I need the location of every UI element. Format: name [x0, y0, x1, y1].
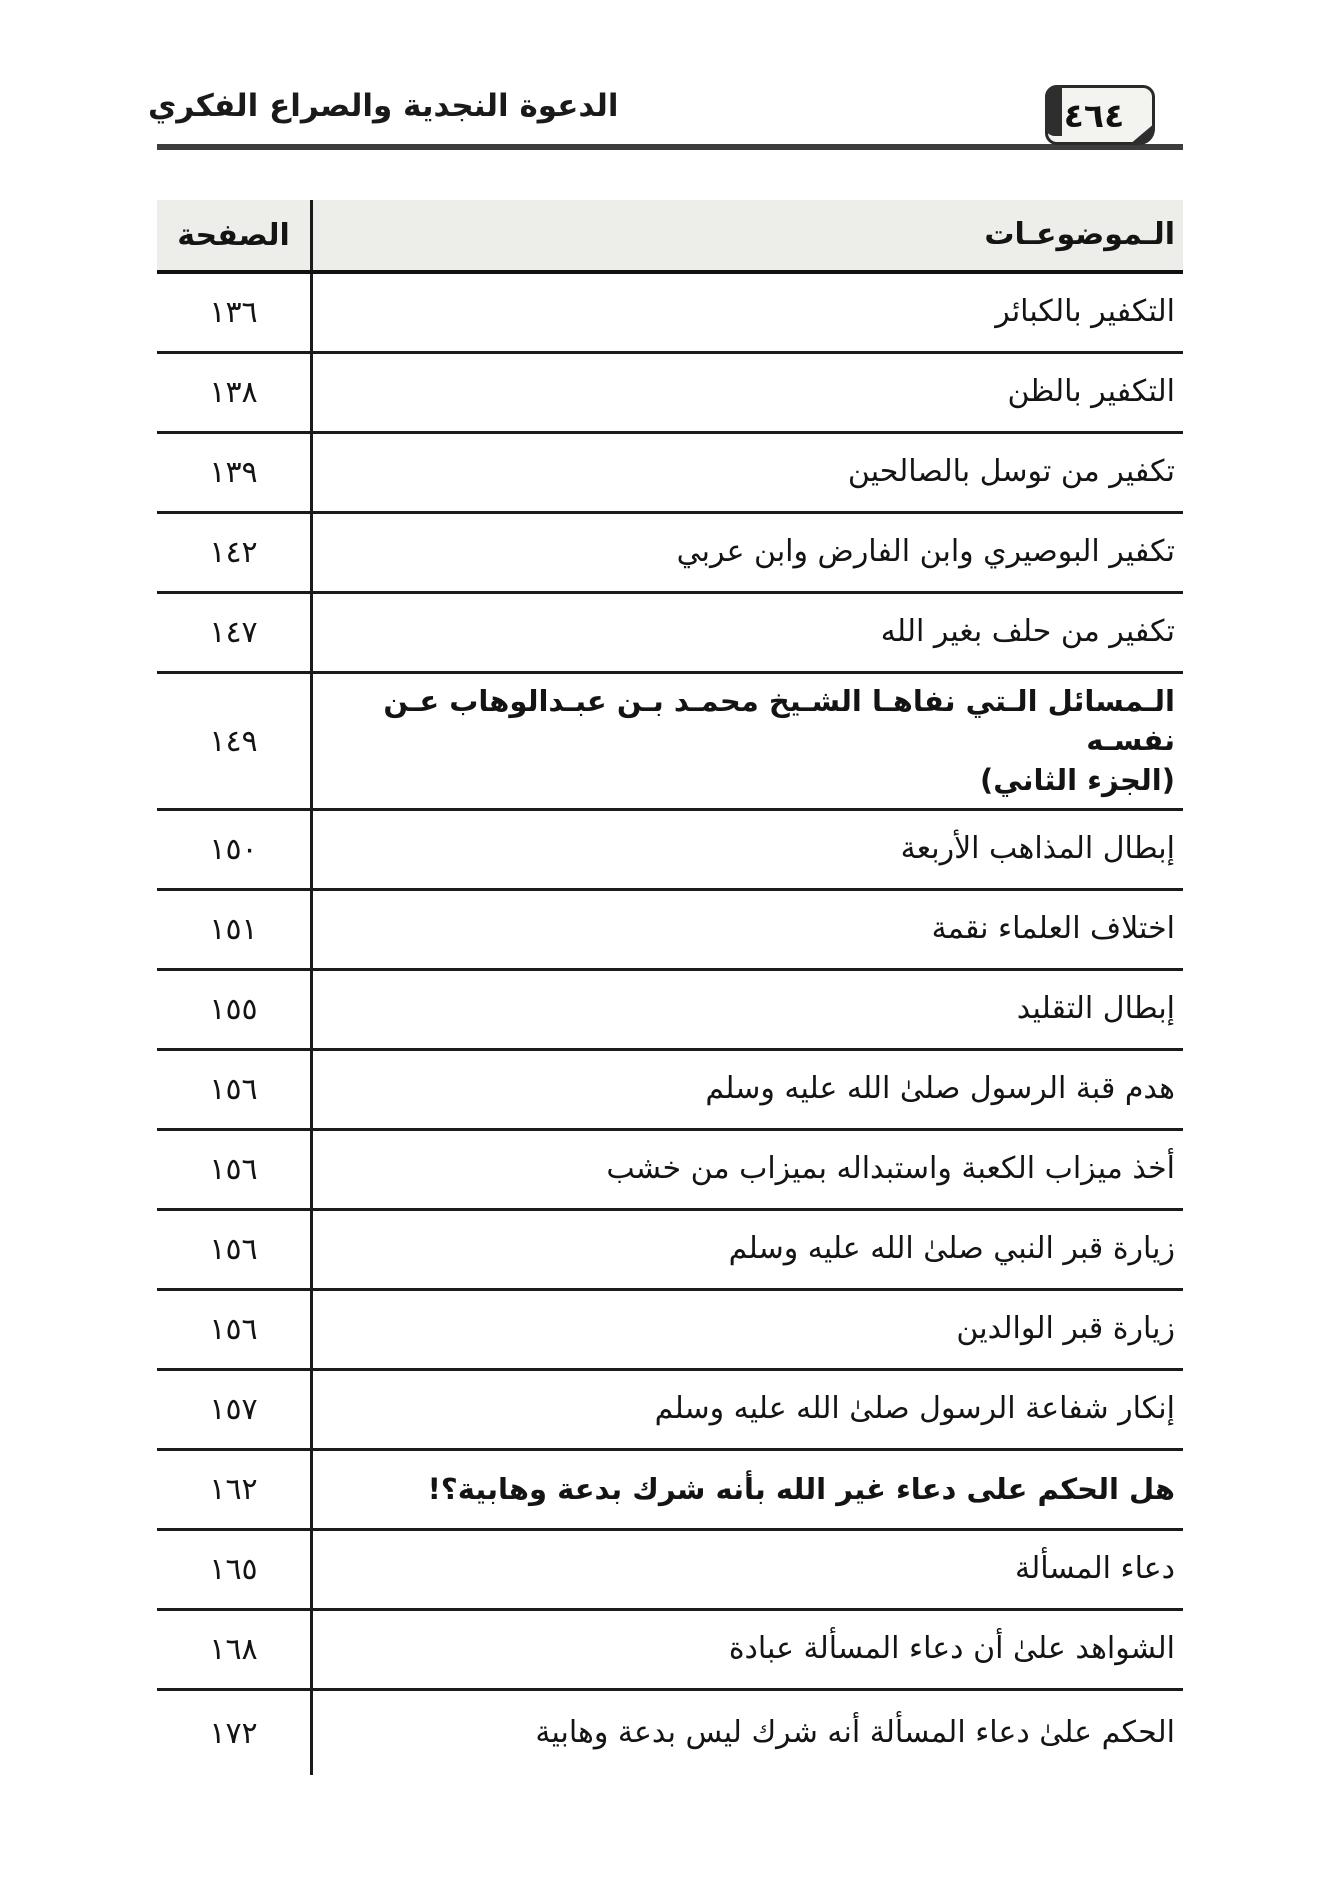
- toc-page-number: ١٥٦: [209, 1072, 258, 1107]
- toc-page-number: ١٥٦: [209, 1232, 258, 1267]
- toc-row: [157, 1211, 1183, 1291]
- toc-page-number: ١٦٥: [209, 1552, 258, 1587]
- toc-topic-line2: (الجزء الثاني): [980, 762, 1175, 797]
- toc-row: [157, 1451, 1183, 1531]
- toc-row: [157, 354, 1183, 434]
- toc-header-page: الصفحة: [177, 217, 290, 253]
- toc-page-number: ١٥٧: [209, 1392, 258, 1427]
- toc-row: [157, 1611, 1183, 1691]
- toc-topic: الشواهد علىٰ أن دعاء المسألة عبادة: [310, 1611, 1183, 1688]
- toc-row: [157, 594, 1183, 674]
- page-number-box: [1045, 85, 1155, 145]
- toc-topic: زيارة قبر الوالدين: [310, 1291, 1183, 1368]
- toc-row: [157, 434, 1183, 514]
- toc-row: [157, 274, 1183, 354]
- toc-topic: إبطال التقليد: [310, 971, 1183, 1048]
- toc-topic: تكفير من توسل بالصالحين: [310, 434, 1183, 511]
- toc-page-number: ١٣٨: [209, 375, 258, 410]
- toc-page-number: ١٥١: [209, 912, 258, 947]
- toc-page-number: ١٣٦: [209, 295, 258, 330]
- toc-topic: هل الحكم على دعاء غير الله بأنه شرك بدعة وهابية؟!: [310, 1451, 1183, 1528]
- toc-page-number: ١٥٦: [209, 1152, 258, 1187]
- toc-topic: [310, 674, 1183, 808]
- toc-topic: اختلاف العلماء نقمة: [310, 891, 1183, 968]
- book-title: الدعوة النجدية والصراع الفكري: [148, 88, 619, 124]
- toc-page-number: ١٥٦: [209, 1312, 258, 1347]
- toc-row: [157, 1051, 1183, 1131]
- toc-page-number: ١٤٧: [209, 615, 258, 650]
- toc-header-row: [157, 200, 1183, 274]
- toc-topic: الحكم علىٰ دعاء المسألة أنه شرك ليس بدعة وهابية: [310, 1691, 1183, 1775]
- toc-page-number: ١٥٥: [209, 992, 258, 1027]
- toc-row: [157, 674, 1183, 811]
- toc-row: [157, 891, 1183, 971]
- toc-row: [157, 1691, 1183, 1775]
- toc-page-number: ١٤٢: [209, 535, 258, 570]
- toc-page-number: ١٦٨: [209, 1632, 258, 1667]
- toc-row: [157, 1371, 1183, 1451]
- toc-page-number: ١٧٢: [209, 1715, 258, 1751]
- toc-page-number: ١٤٩: [209, 723, 258, 759]
- toc-topic: التكفير بالظن: [310, 354, 1183, 431]
- header-double-rule: [157, 144, 1183, 150]
- toc-page-number: ١٦٢: [209, 1472, 258, 1507]
- toc-page-number: ١٣٩: [209, 455, 258, 490]
- toc-topic: أخذ ميزاب الكعبة واستبداله بميزاب من خشب: [310, 1131, 1183, 1208]
- toc-table: [157, 200, 1183, 1775]
- toc-row: [157, 1291, 1183, 1371]
- toc-topic-line1: الـمسائل الـتي نفاهـا الشـيخ محمـد بـن عبـدالوهاب عـن نفسـه: [383, 684, 1175, 758]
- page-number: ٤٦٤: [1063, 95, 1125, 135]
- toc-topic: إنكار شفاعة الرسول صلىٰ الله عليه وسلم: [310, 1371, 1183, 1448]
- toc-topic: هدم قبة الرسول صلىٰ الله عليه وسلم: [310, 1051, 1183, 1128]
- toc-topic: تكفير البوصيري وابن الفارض وابن عربي: [310, 514, 1183, 591]
- toc-row: [157, 514, 1183, 594]
- toc-topic: إبطال المذاهب الأربعة: [310, 811, 1183, 888]
- toc-row: [157, 811, 1183, 891]
- toc-topic: التكفير بالكبائر: [310, 274, 1183, 351]
- toc-topic: تكفير من حلف بغير الله: [310, 594, 1183, 671]
- toc-row: [157, 1131, 1183, 1211]
- toc-topic: دعاء المسألة: [310, 1531, 1183, 1608]
- toc-header-topics: الـموضوعـات: [310, 200, 1183, 270]
- toc-row: [157, 971, 1183, 1051]
- toc-page-number: ١٥٠: [209, 832, 258, 867]
- toc-row: [157, 1531, 1183, 1611]
- toc-topic: زيارة قبر النبي صلىٰ الله عليه وسلم: [310, 1211, 1183, 1288]
